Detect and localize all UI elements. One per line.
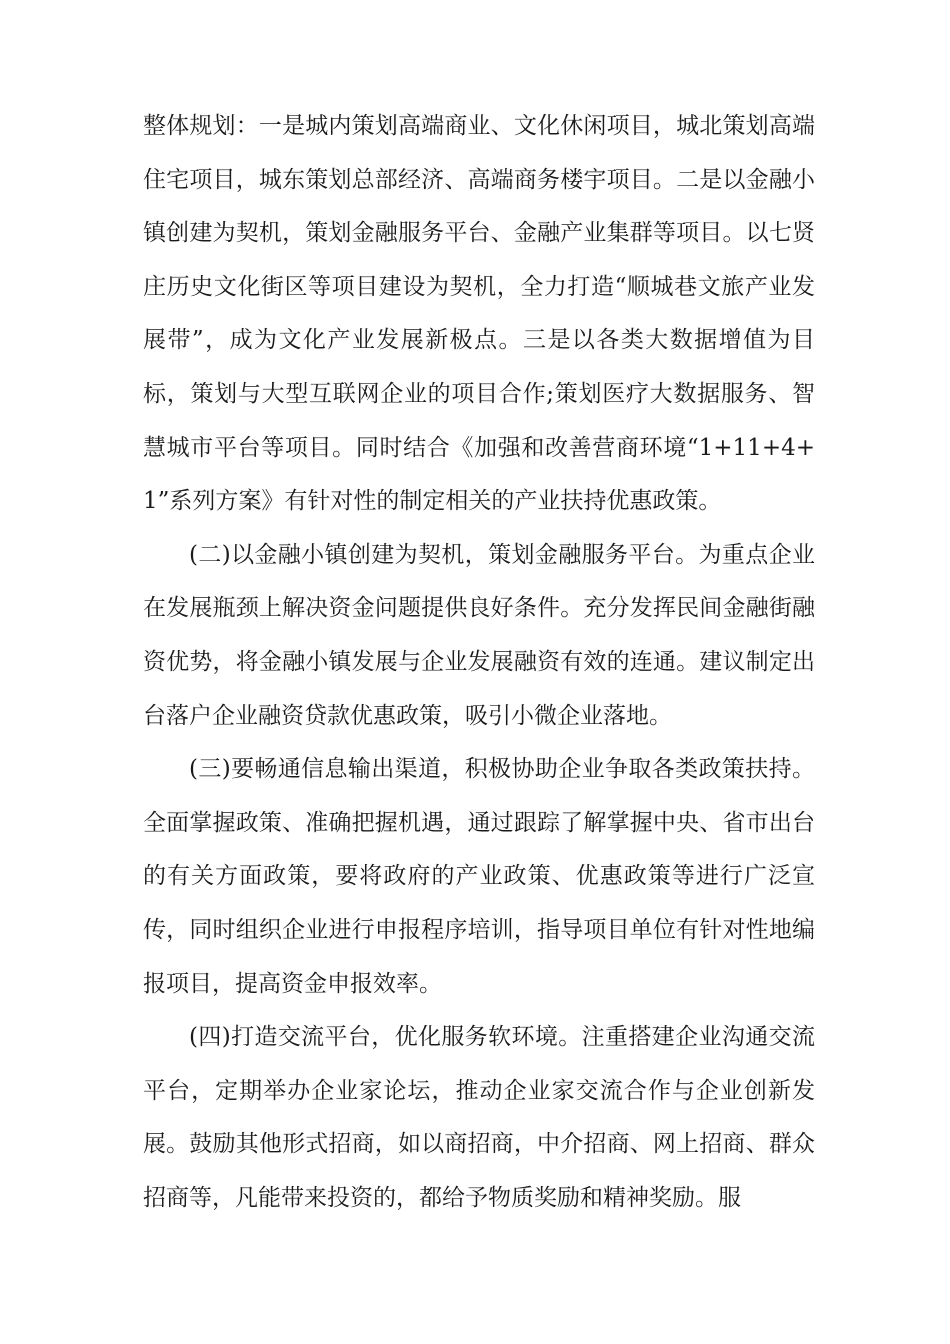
document-body [143,100,815,1225]
paragraph-financial-town: (二)以金融小镇创建为契机，策划金融服务平台。为重点企业在发展瓶颈上解决资金问题提供良好条件。充分发挥民间金融街融资优势，将金融小镇发展与企业发展融资有效的连通。建议制定出台落户企业融资贷款优惠政策，吸引小微企业落地。 [143,541,815,729]
paragraph-exchange-platform: (四)打造交流平台，优化服务软环境。注重搭建企业沟通交流平台，定期举办企业家论坛，推动企业家交流合作与企业创新发展。鼓励其他形式招商，如以商招商，中介招商、网上招商、群众招商等，凡能带来投资的，都给予物质奖励和精神奖励。服 [143,1024,815,1211]
paragraph-planning: 整体规划：一是城内策划高端商业、文化休闲项目，城北策划高端住宅项目，城东策划总部经济、高端商务楼宇项目。二是以金融小镇创建为契机，策划金融服务平台、金融产业集群等项目。以七贤庄历史文化街区等项目建设为契机，全力打造“顺城巷文旅产业发展带”，成为文化产业发展新极点。三是以各类大数据增值为目标，策划与大型互联网企业的项目合作;策划医疗大数据服务、智慧城市平台等项目。同时结合《加强和改善营商环境“1+11+4+1”系列方案》有针对性的制定相关的产业扶持优惠政策。 [143,113,815,515]
paragraph-information-channels: (三)要畅通信息输出渠道，积极协助企业争取各类政策扶持。全面掌握政策、准确把握机遇，通过跟踪了解掌握中央、省市出台的有关方面政策，要将政府的产业政策、优惠政策等进行广泛宣传，同时组织企业进行申报程序培训，指导项目单位有针对性地编报项目，提高资金申报效率。 [143,756,815,997]
